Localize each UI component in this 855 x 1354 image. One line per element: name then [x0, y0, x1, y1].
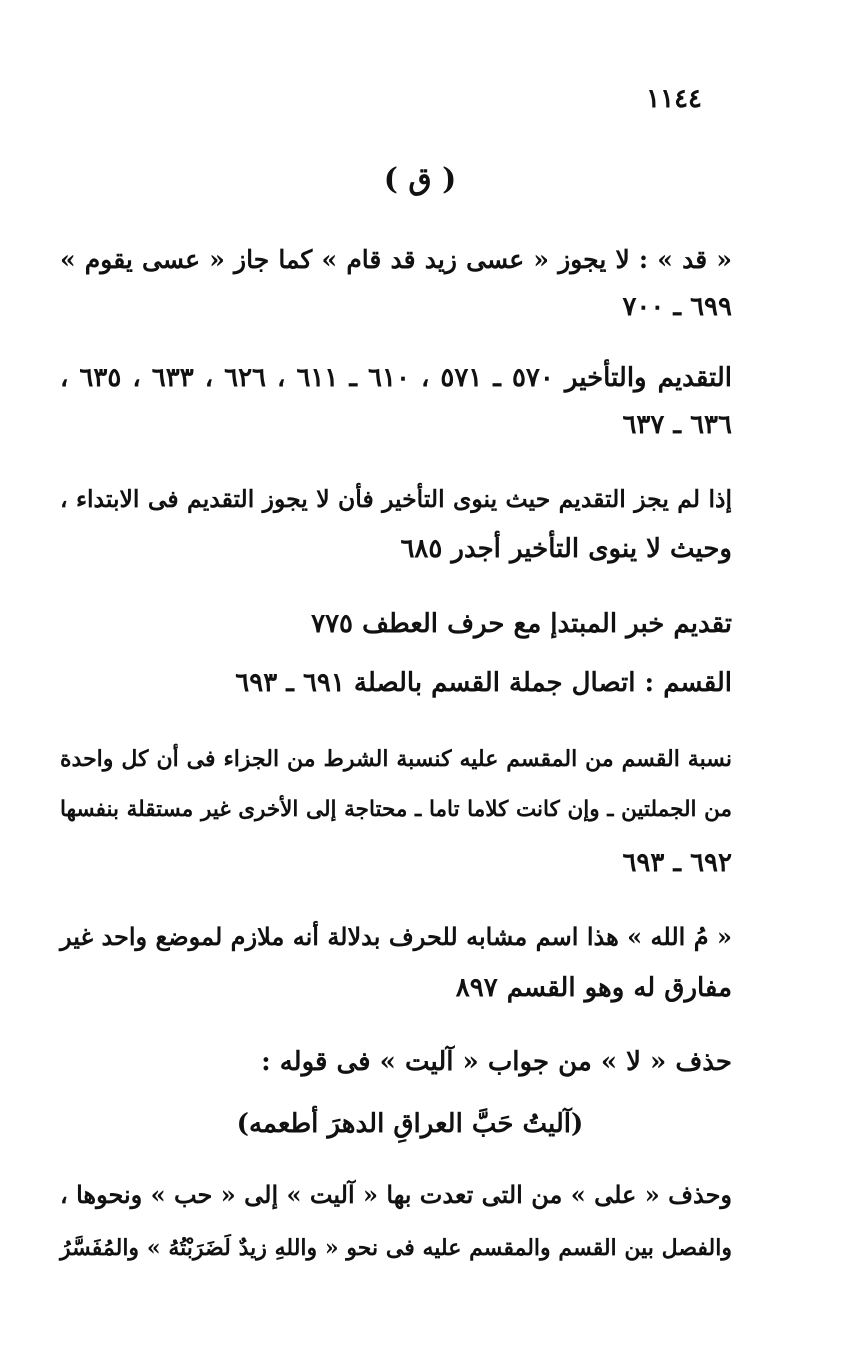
entry-idha-line-1: إذا لم يجز التقديم حيث ينوى التأخير فأن لا يجوز التقديم فى الابتداء ،	[60, 485, 732, 513]
entry-taqdim-line-1: التقديم والتأخير ٥٧٠ ـ ٥٧١ ، ٦١٠ ـ ٦١١ ، ٦٢٦ ، ٦٣٣ ، ٦٣٥ ،	[60, 363, 732, 393]
entry-mu-allah-line-1: « مُ الله » هذا اسم مشابه للحرف بدلالة أنه ملازم لموضع واحد غير	[60, 922, 732, 951]
entry-idha-line-2: وحيث لا ينوى التأخير أجدر ٦٨٥	[400, 534, 732, 564]
page-number: ١١٤٤	[646, 84, 702, 114]
entry-hadhf-ala-line-2: والفصل بين القسم والمقسم عليه فى نحو « واللهِ زيدٌ لَضَرَبْتُهُ » والمُفَسَّرُ	[60, 1235, 732, 1261]
entry-hadhf-ala-line-1: وحذف « على » من التى تعدت بها « آليت » إلى « حب » ونحوها ،	[60, 1180, 732, 1209]
entry-nisbat-line-3: ٦٩٢ ـ ٦٩٣	[622, 848, 732, 878]
entry-qad-line-1: « قد » : لا يجوز « عسى زيد قد قام » كما جاز « عسى يقوم »	[60, 245, 732, 274]
entry-nisbat-line-2: من الجملتين ـ وإن كانت كلاما تاما ـ محتاجة إلى الأخرى غير مستقلة بنفسها	[60, 797, 732, 822]
entry-nisbat-line-1: نسبة القسم من المقسم عليه كنسبة الشرط من الجزاء فى أن كل واحدة	[60, 746, 732, 772]
entry-taqdim-line-2: ٦٣٦ ـ ٦٣٧	[622, 410, 732, 440]
entry-qasam-ittisal: القسم : اتصال جملة القسم بالصلة ٦٩١ ـ ٦٩٣	[235, 668, 732, 698]
entry-khabar-mubtada: تقديم خبر المبتدإ مع حرف العطف ٧٧٥	[311, 609, 732, 639]
verse-quote: (آليتُ حَبَّ العراقِ الدهرَ أطعمه)	[236, 1109, 584, 1139]
entry-qad-line-2: ٦٩٩ ـ ٧٠٠	[622, 292, 732, 322]
section-heading: ( ق )	[383, 162, 457, 197]
entry-hadhf-la: حذف « لا » من جواب « آليت » فى قوله :	[261, 1047, 732, 1077]
entry-mu-allah-line-2: مفارق له وهو القسم ٨٩٧	[455, 973, 732, 1003]
